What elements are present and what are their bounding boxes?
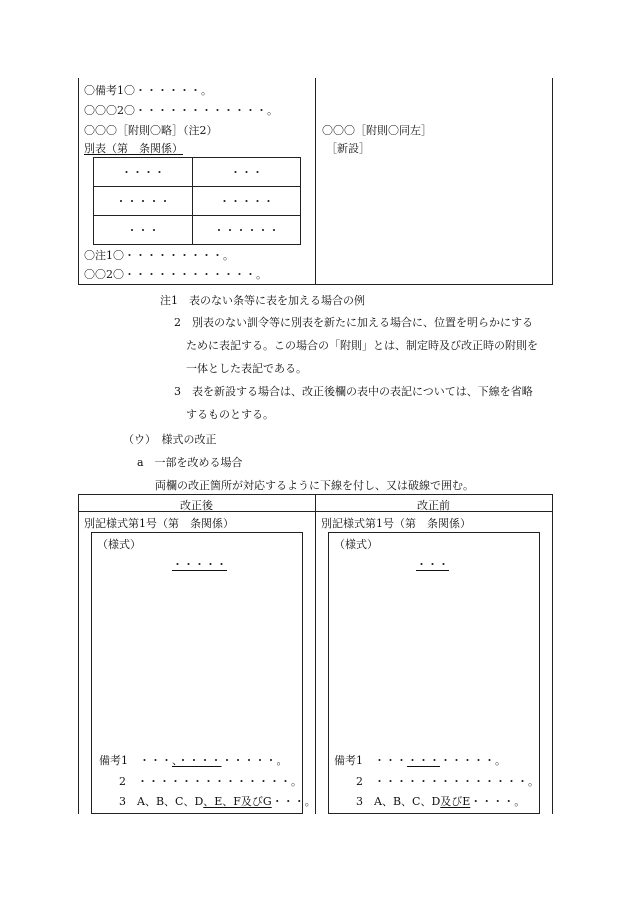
note-2-line-1: 2 別表のない訓令等に別表を新たに加える場合に、位置を明らかにする — [174, 316, 533, 329]
remark-3-after: 3 A、B、C、D、E、F及びG・・・。 — [119, 795, 316, 808]
note-2-line-2: ために表記する。この場合の「附則」とは、制定時及び改正時の附則を — [186, 339, 538, 352]
section-description: 両欄の改正箇所が対応するように下線を付し、又は破線で囲む。 — [155, 479, 474, 492]
form-title-before: 別記様式第1号（第 条関係） — [321, 517, 471, 530]
header-after: 改正後 — [180, 499, 213, 512]
remark-3-before: 3 A、B、C、D及びE・・・・。 — [356, 795, 526, 808]
form-label-after: （様式） — [97, 538, 141, 551]
remark-1-after: 備考1 ・・・、・・・・・・・・・。 — [99, 754, 288, 767]
table-cell: ・・・・・・ — [193, 216, 301, 245]
remark-2-after: 2 ・・・・・・・・・・・・・・。 — [119, 775, 302, 788]
form-frame-before — [328, 532, 540, 814]
note-1: 注1 表のない条等に表を加える場合の例 — [160, 294, 365, 307]
table-cell: ・・・ — [193, 158, 301, 187]
table-cell: ・・・・・ — [94, 187, 193, 216]
inner-table — [93, 157, 301, 245]
remark-2-before: 2 ・・・・・・・・・・・・・・。 — [356, 775, 539, 788]
right-line-2: ［新設］ — [326, 142, 370, 155]
form-frame-after — [91, 532, 303, 814]
note-2-line-3: 一体とした表記である。 — [186, 362, 307, 375]
table-row — [94, 158, 301, 187]
note-3-line-2: するものとする。 — [186, 408, 274, 421]
remark-label: 備考1 — [99, 754, 128, 767]
section-heading: （ウ） 様式の改正 — [123, 433, 217, 446]
table-cell: ・・・・ — [94, 158, 193, 187]
table-row — [94, 216, 301, 245]
table-row — [94, 187, 301, 216]
table-cell: ・・・ — [94, 216, 193, 245]
form-dots-after: ・・・・・ — [172, 558, 227, 571]
left-line-1: 〇備考1〇・・・・・・。 — [84, 84, 212, 97]
form-title-after: 別記様式第1号（第 条関係） — [84, 517, 234, 530]
table-cell: ・・・・・ — [193, 187, 301, 216]
left-line-6: 〇〇2〇・・・・・・・・・・・・。 — [84, 268, 267, 281]
subsection-heading: a 一部を改める場合 — [137, 456, 243, 469]
header-before: 改正前 — [417, 499, 450, 512]
right-line-1: 〇〇〇［附則〇同左］ — [322, 124, 432, 137]
appendix-title: 別表（第 条関係） — [84, 142, 183, 155]
remark-1-before: 備考1 ・・・・・・・・・・・。 — [334, 754, 506, 767]
note-3-line-1: 3 表を新設する場合は、改正後欄の表中の表記については、下線を省略 — [174, 385, 533, 398]
form-dots-before: ・・・ — [416, 558, 449, 571]
form-label-before: （様式） — [334, 538, 378, 551]
left-line-2: 〇〇〇2〇・・・・・・・・・・・・。 — [84, 104, 278, 117]
left-line-3: 〇〇〇［附則〇略］（注2） — [84, 124, 218, 137]
left-line-5: 〇注1〇・・・・・・・・・。 — [84, 249, 234, 262]
remark-label: 備考1 — [334, 754, 363, 767]
